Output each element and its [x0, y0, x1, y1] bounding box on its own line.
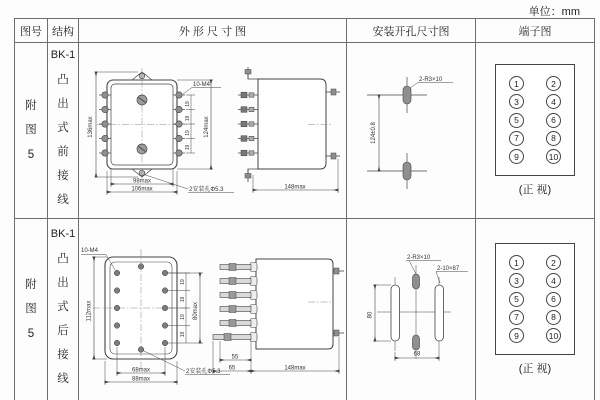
dim-terminal-span: 124max — [203, 116, 210, 138]
header-structure: 结构 — [48, 19, 79, 43]
terminal-pin: 1 — [509, 76, 524, 91]
row1-structure-cell — [48, 43, 79, 219]
terminal-pin: 3 — [509, 273, 524, 288]
row1-terminal-cell — [476, 43, 595, 219]
dim-stud-overall: 65 — [228, 365, 235, 372]
dimension-table — [14, 18, 595, 400]
dim-width-outer: 106max — [130, 186, 153, 193]
side-view — [238, 67, 340, 193]
mount-hole-note: 2安装孔Φ5.3 — [185, 369, 220, 375]
mounting-slots — [373, 261, 468, 362]
terminal-pin: 8 — [546, 310, 561, 325]
dim-pitch-3: 19 — [179, 314, 186, 320]
dim-pitch-3: 19 — [184, 130, 191, 136]
side-terminal-studs — [238, 92, 258, 156]
header-terminal: 端子图 — [476, 19, 595, 43]
terminal-diagram — [476, 243, 594, 376]
terminal-pin: 9 — [509, 328, 524, 343]
mount-hole-note: 2安装孔Φ5.3 — [188, 187, 223, 193]
dim-overall-height: 112max — [86, 300, 92, 322]
view-label: (正 视) — [518, 363, 552, 375]
structure-label: 凸出式前接线 — [57, 73, 69, 207]
row2-figure-cell — [15, 219, 48, 400]
dim-hole-spacing: 124±0.8 — [370, 122, 377, 144]
header-outline: 外 形 尺 寸 图 — [79, 19, 347, 43]
terminal-pin: 9 — [509, 149, 524, 164]
dim-depth: 148max — [283, 365, 306, 372]
dim-width-inner: 68max — [131, 367, 150, 374]
terminal-pin: 4 — [546, 273, 561, 288]
dim-depth: 148max — [283, 184, 306, 191]
table-row — [15, 43, 595, 219]
mounting-hole-note: 2-R3×10 — [406, 255, 430, 261]
dim-terminal-span: 80max — [192, 301, 199, 321]
model-label: BK-1 — [50, 227, 76, 240]
rear-terminal-studs — [213, 263, 257, 342]
terminal-pin: 6 — [546, 113, 561, 128]
figure-number: 附图5 — [25, 100, 37, 161]
front-view — [96, 68, 234, 195]
model-label: BK-1 — [50, 48, 76, 61]
dim-pitch-4: 19 — [179, 331, 186, 338]
dim-terminal-note: 10-M4 — [80, 248, 98, 254]
header-row — [15, 19, 595, 43]
view-label: (正 视) — [518, 184, 552, 196]
terminal-pin: 5 — [509, 113, 524, 128]
terminal-pin: 7 — [509, 310, 524, 325]
mounting-hole-drawing-front-wiring — [349, 43, 474, 213]
dim-stud-length: 55 — [231, 354, 238, 361]
terminal-pin: 10 — [546, 149, 561, 164]
mounting-hole-note: 2-R3×10 — [418, 77, 442, 83]
terminal-pin: 1 — [509, 255, 524, 270]
figure-number: 附图5 — [25, 279, 37, 340]
outline-drawing-front-wiring — [80, 43, 346, 213]
dim-pitch-1: 19 — [184, 101, 191, 107]
terminal-box — [495, 243, 575, 355]
dim-slot-height: 80 — [367, 311, 373, 319]
dim-width-outer: 88max — [131, 376, 150, 383]
table-row — [15, 219, 595, 400]
row2-terminal-cell — [476, 219, 595, 400]
terminal-pin: 4 — [546, 94, 561, 109]
terminal-pin: 5 — [509, 292, 524, 307]
dim-width-inner: 98max — [132, 178, 151, 185]
terminal-pin: 3 — [509, 94, 524, 109]
terminal-pin: 2 — [546, 76, 561, 91]
terminal-pin: 10 — [546, 328, 561, 343]
row2-mounting-cell — [347, 219, 476, 400]
mounting-hole-drawing-rear-wiring — [349, 219, 474, 395]
terminal-pin: 8 — [546, 131, 561, 146]
terminal-box — [495, 64, 575, 176]
row2-structure-cell — [48, 219, 79, 400]
terminal-pin: 7 — [509, 131, 524, 146]
dim-pitch-4: 19 — [184, 144, 191, 151]
row1-figure-cell — [15, 43, 48, 219]
dim-pitch-1: 19 — [179, 279, 186, 285]
dim-slot-spacing: 68 — [413, 351, 420, 358]
row1-mounting-cell — [347, 43, 476, 219]
outline-drawing-rear-wiring — [80, 219, 346, 395]
dim-pitch-2: 19 — [179, 296, 186, 303]
dim-overall-height: 136max — [87, 116, 94, 138]
mounting-slot-note: 2-10×87 — [436, 266, 459, 272]
rear-view — [81, 249, 230, 385]
unit-label: 单位：mm — [528, 6, 580, 18]
terminal-pin: 6 — [546, 292, 561, 307]
dim-pitch-2: 19 — [184, 115, 191, 122]
terminal-pin: 2 — [546, 255, 561, 270]
header-mounting: 安装开孔尺寸图 — [347, 19, 476, 43]
structure-label: 凸出式后接线 — [57, 252, 69, 386]
mounting-holes — [367, 77, 453, 189]
row2-outline-cell — [79, 219, 347, 400]
dim-terminal-note: 10-M4 — [192, 82, 210, 88]
row1-outline-cell — [79, 43, 347, 219]
header-figure-no: 图号 — [15, 19, 48, 43]
terminal-diagram — [476, 64, 594, 197]
